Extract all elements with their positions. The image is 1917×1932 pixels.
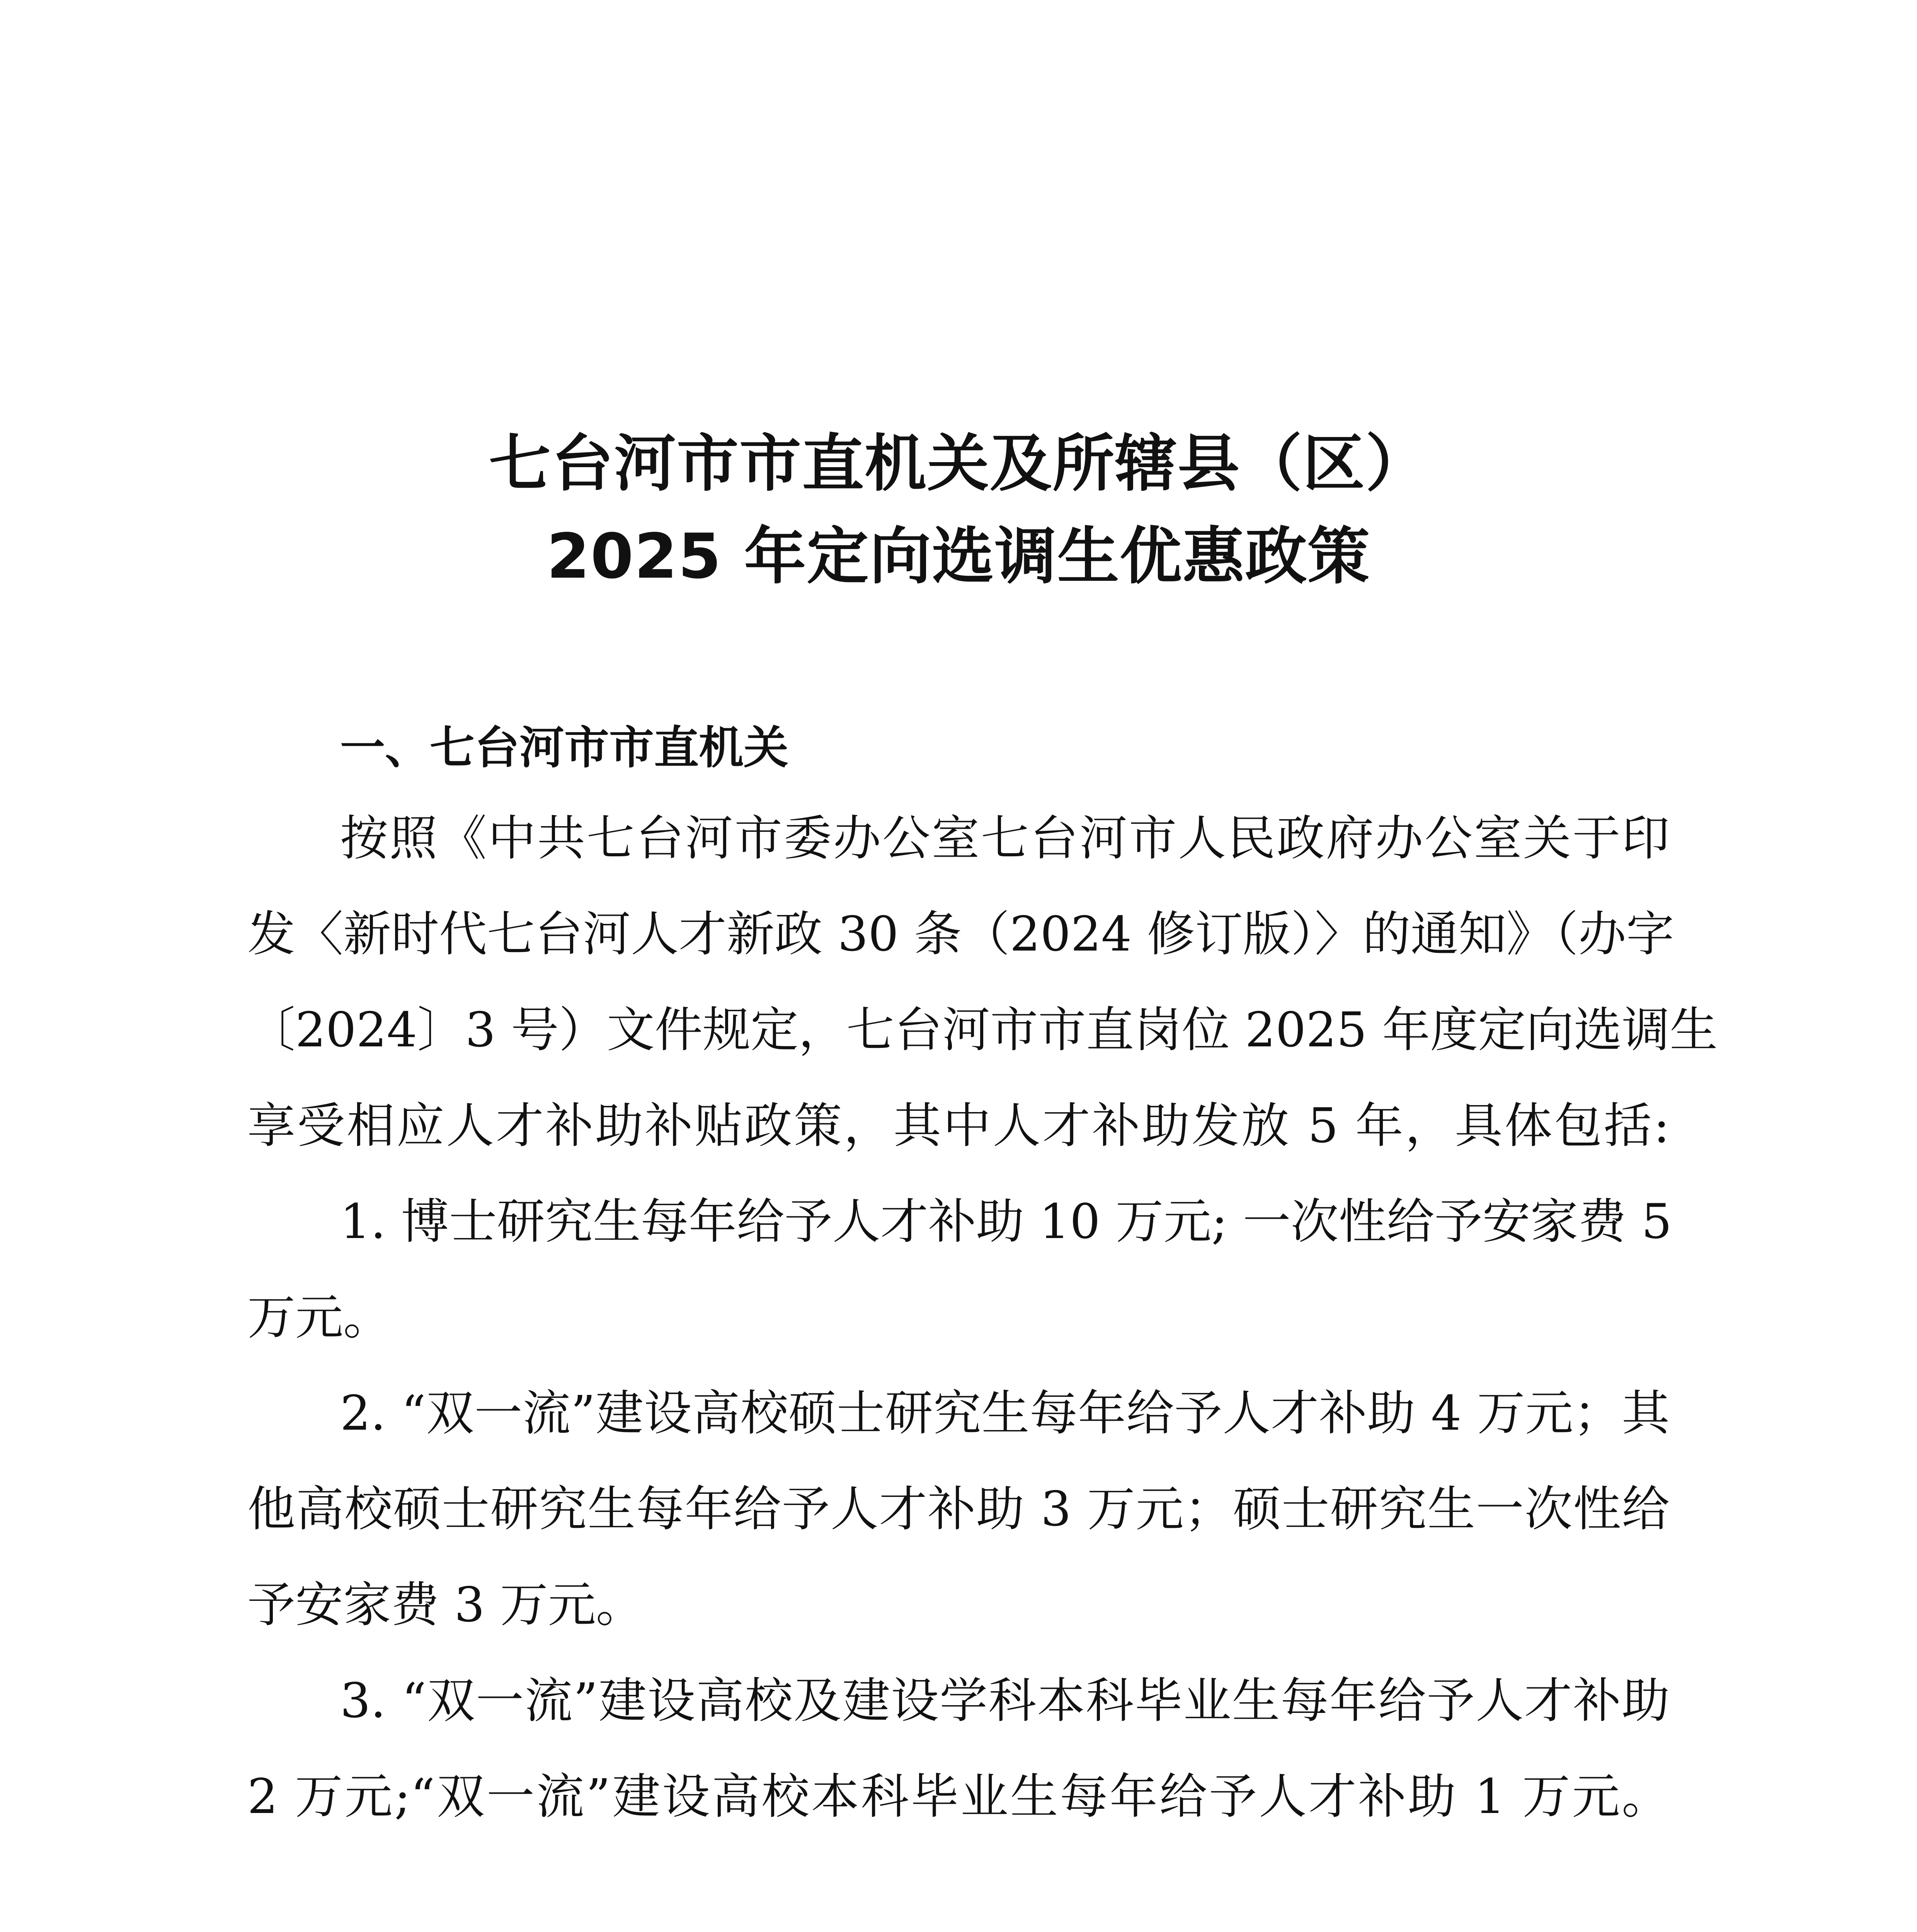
list-item-line: 2 万元;“双一流”建设高校本科毕业生每年给予人才补助 1 万元。 [247,1769,1670,1825]
paragraph-line: 〔2024〕3 号）文件规定，七台河市市直岗位 2025 年度定向选调生 [247,1002,1718,1058]
paragraph-line: 按照《中共七台河市委办公室七台河市人民政府办公室关于印 [340,811,1670,866]
list-item-line: 2. “双一流”建设高校硕士研究生每年给予人才补助 4 万元；其 [340,1386,1670,1441]
paragraph-line: 发〈新时代七台河人才新政 30 条（2024 修订版）〉的通知》（办字 [247,906,1674,962]
list-item-line: 1. 博士研究生每年给予人才补助 10 万元; 一次性给予安家费 5 [340,1194,1672,1250]
list-item-line: 予安家费 3 万元。 [247,1577,644,1633]
document-title-line-1: 七台河市市直机关及所辖县（区） [489,427,1428,500]
paragraph-line: 享受相应人才补助补贴政策，其中人才补助发放 5 年，具体包括: [247,1098,1670,1154]
list-item-line: 万元。 [247,1290,392,1345]
list-item-line: 他高校硕士研究生每年给予人才补助 3 万元；硕士研究生一次性给 [247,1481,1670,1537]
document-title-line-2: 2025 年定向选调生优惠政策 [546,520,1371,592]
section-heading-city: 一、七台河市市直机关 [340,722,788,774]
list-item-line: 3. “双一流”建设高校及建设学科本科毕业生每年给予人才补助 [340,1673,1670,1729]
